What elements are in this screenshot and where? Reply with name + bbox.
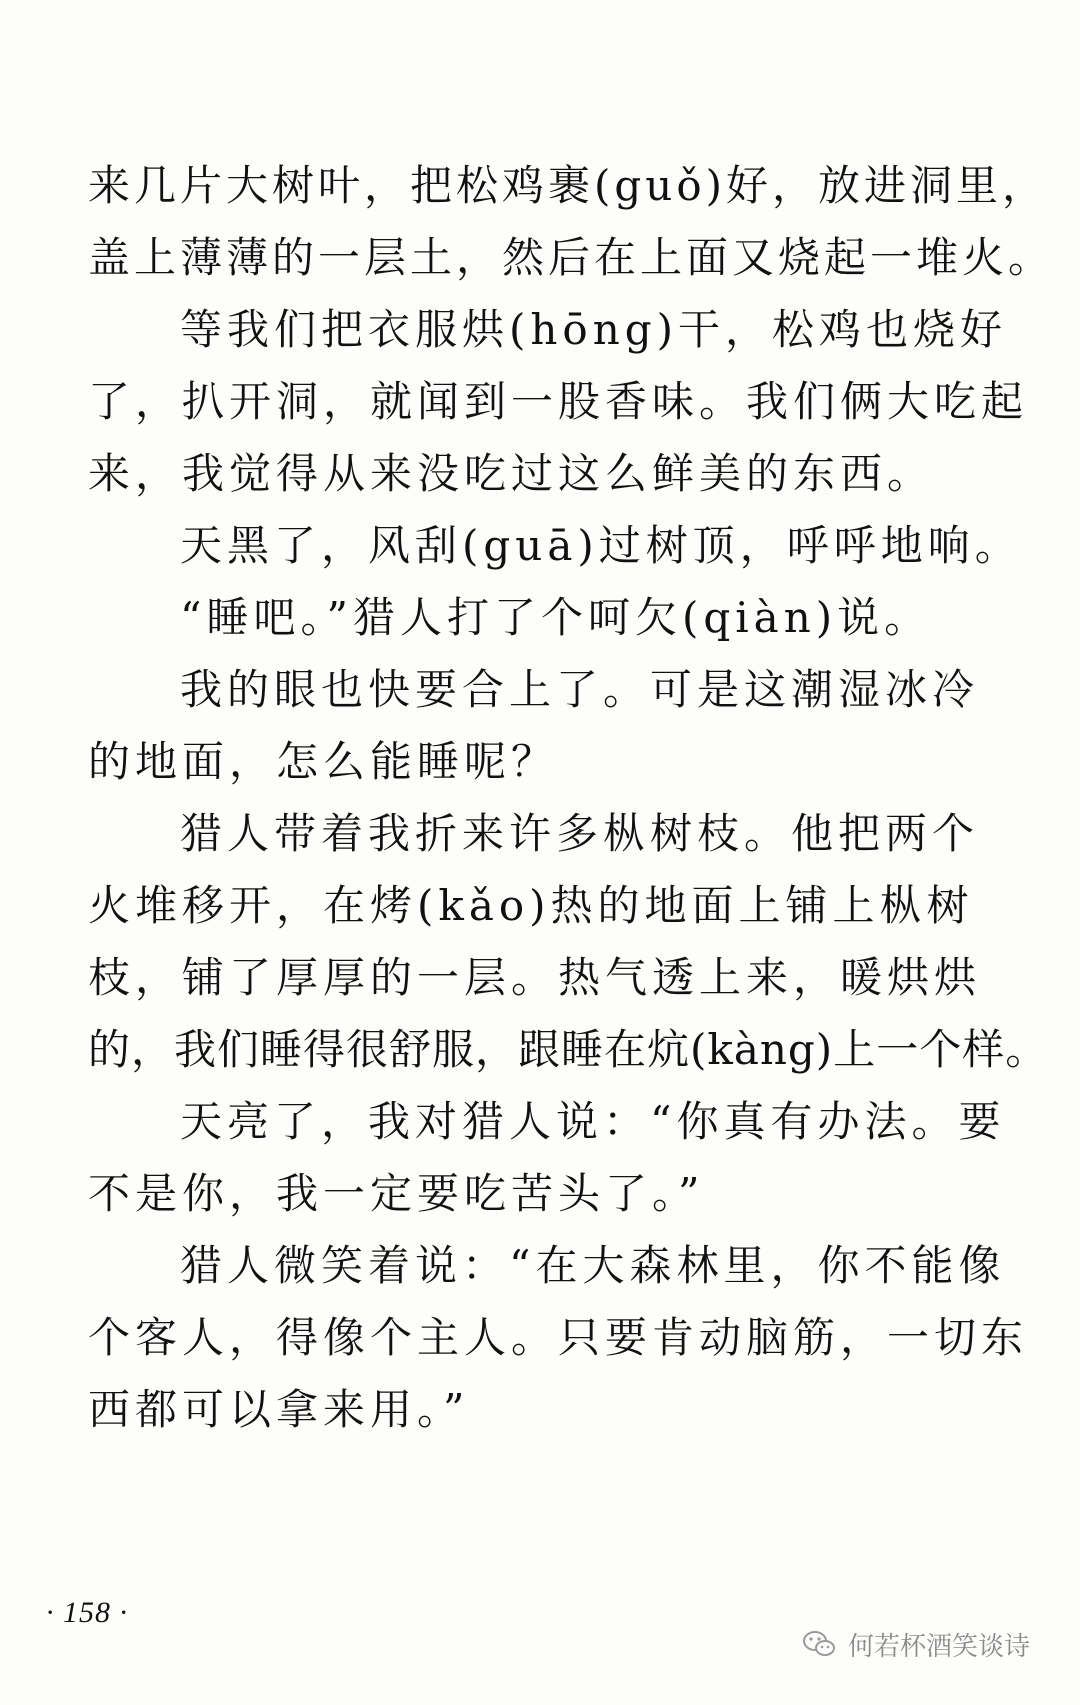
- wechat-icon: [802, 1629, 836, 1659]
- text-line: 我的眼也快要合上了。可是这潮湿冰冷: [180, 665, 980, 714]
- text-line: 枝，铺了厚厚的一层。热气透上来，暖烘烘: [88, 953, 982, 1002]
- watermark: [802, 1622, 1030, 1666]
- text-line: 猎人带着我折来许多枞树枝。他把两个: [180, 809, 980, 858]
- text-line: 来几片大树叶，把松鸡裹(guǒ)好，放进洞里，: [88, 161, 1048, 210]
- text-line: 的，我们睡得很舒服，跟睡在炕(kàng)上一个样。: [88, 1025, 1049, 1074]
- text-line: 的地面，怎么能睡呢？: [88, 737, 559, 786]
- text-line: 盖上薄薄的一层土，然后在上面又烧起一堆火。: [88, 233, 1055, 282]
- text-line: 等我们把衣服烘(hōng)干，松鸡也烧好: [180, 305, 1008, 354]
- text-line: 不是你，我一定要吃苦头了。”: [88, 1169, 705, 1218]
- text-line: 猎人微笑着说：“在大森林里，你不能像: [180, 1241, 1006, 1290]
- text-line: 火堆移开，在烤(kǎo)热的地面上铺上枞树: [88, 881, 974, 930]
- text-line: 天黑了，风刮(guā)过树顶，呼呼地响。: [180, 521, 1022, 570]
- text-line: 个客人，得像个主人。只要肯动脑筋，一切东: [88, 1313, 1029, 1362]
- text-line: 了，扒开洞，就闻到一股香味。我们俩大吃起: [88, 377, 1029, 426]
- text-line: “睡吧。”猎人打了个呵欠(qiàn)说。: [180, 593, 932, 642]
- text-line: 西都可以拿来用。”: [88, 1385, 470, 1434]
- text-line: 来，我觉得从来没吃过这么鲜美的东西。: [88, 449, 935, 498]
- text-line: 天亮了，我对猎人说：“你真有办法。要: [180, 1097, 1006, 1146]
- body-text: [88, 150, 1055, 1446]
- page-number: · 158 ·: [46, 1596, 128, 1629]
- watermark-text: 何若杯酒笑谈诗: [847, 1631, 1030, 1662]
